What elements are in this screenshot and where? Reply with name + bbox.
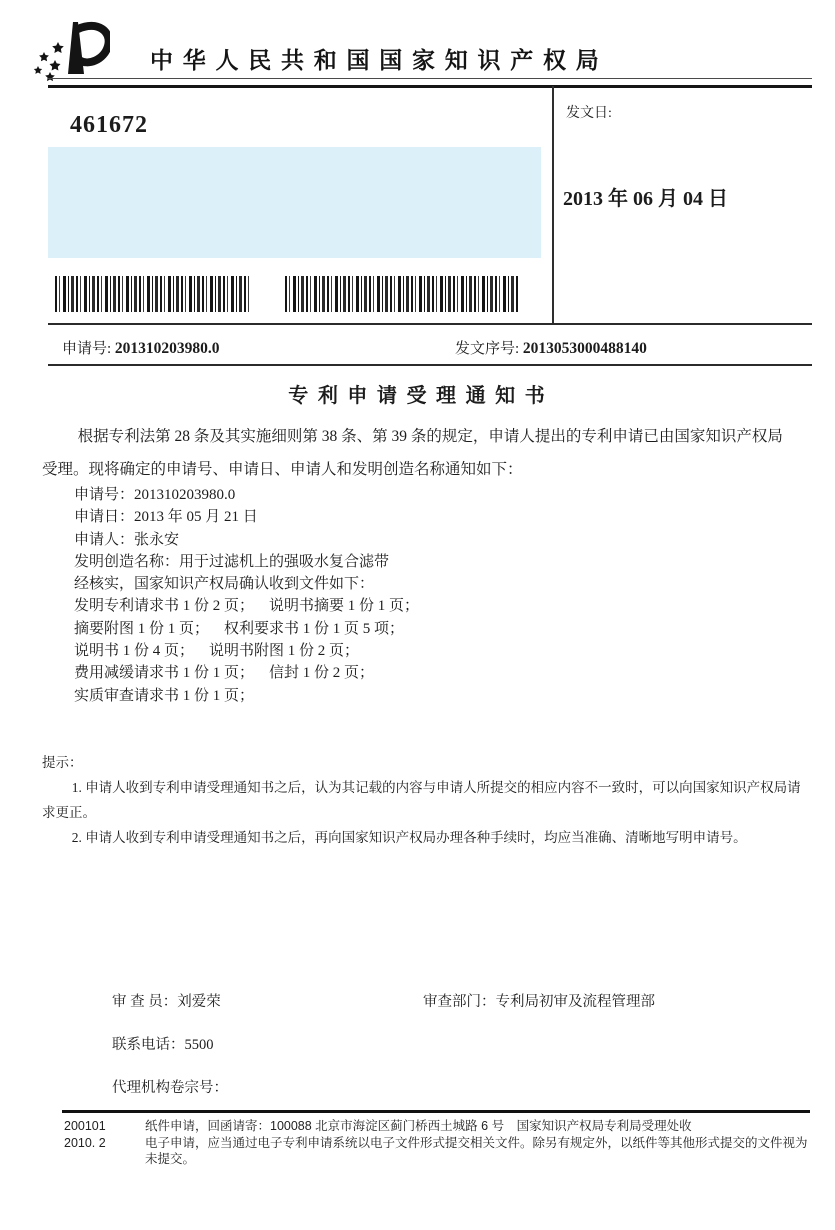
dispatch-number-label: 发文序号: <box>455 341 520 357</box>
tip-item-1: 1. 申请人收到专利申请受理通知书之后，认为其记载的内容与申请人所提交的相应内容不一致时，可以向国家知识产权局请求更正。 <box>42 780 801 820</box>
footer-electronic-line: 电子申请，应当通过电子专利申请系统以电子文件形式提交相关文件。除另有规定外，以纸件等其他形式提交的文件视为未提交。 <box>145 1135 808 1166</box>
dispatch-serial-number: 461672 <box>70 112 148 138</box>
phone-row <box>112 1033 214 1054</box>
phone-label: 联系电话： <box>112 1037 185 1053</box>
detail-confirmation: 经核实，国家知识产权局确认收到文件如下： <box>74 576 375 593</box>
barcode-dispatch <box>285 276 520 312</box>
detail-application-no: 申请号：201310203980.0 <box>74 487 236 503</box>
divider-below-reference-row <box>48 364 812 366</box>
header-rule-thick <box>48 85 812 88</box>
department-name: 专利局初审及流程管理部 <box>495 994 655 1010</box>
header-rule-thin <box>48 78 812 79</box>
divider-above-reference-row <box>48 323 812 325</box>
tips-section <box>42 750 814 850</box>
dispatch-number <box>455 337 647 358</box>
phone-value: 5500 <box>184 1037 214 1053</box>
issue-date-label: 发文日: <box>566 106 612 121</box>
sipo-logo-icon <box>28 18 110 84</box>
detail-invention-title: 发明创造名称：用于过滤机上的强吸水复合滤带 <box>74 553 390 570</box>
dispatch-number-value: 2013053000488140 <box>522 340 647 357</box>
agency-docket-row <box>112 1076 228 1097</box>
detail-docs-line-1: 发明专利请求书 1 份 2 页； 说明书摘要 1 份 1 页； <box>74 598 420 615</box>
office-name: 中 华 人 民 共 和 国 国 家 知 识 产 权 局 <box>150 48 601 73</box>
application-number <box>62 337 220 358</box>
notice-intro <box>42 420 814 486</box>
application-details-list <box>74 484 794 707</box>
address-label-area <box>48 147 541 258</box>
examiner-label: 审 查 员： <box>112 994 178 1010</box>
detail-filing-date: 申请日：2013 年 05 月 21 日 <box>74 509 258 526</box>
detail-docs-line-4: 费用减缓请求书 1 份 1 页； 信封 1 份 2 页； <box>74 665 375 682</box>
notice-title: 专 利 申 请 受 理 通 知 书 <box>288 385 547 407</box>
barcode-application <box>55 276 251 312</box>
detail-docs-line-5: 实质审查请求书 1 份 1 页； <box>74 687 255 704</box>
detail-applicant: 申请人：张永安 <box>74 531 180 548</box>
examiner-row <box>112 990 221 1011</box>
examiner-name: 刘爱荣 <box>177 994 221 1010</box>
detail-docs-line-2: 摘要附图 1 份 1 页； 权利要求书 1 份 1 页 5 项； <box>74 620 405 637</box>
footer-paper-line: 纸件申请，回函请寄：100088 北京市海淀区蓟门桥西土城路 6 号 国家知识产权局专利局受理处收 <box>145 1119 692 1133</box>
form-code-line-2: 2010. 2 <box>64 1135 106 1150</box>
footer-instructions <box>145 1118 813 1168</box>
department-label: 审查部门： <box>423 994 496 1010</box>
intro-line-1: 根据专利法第 28 条及其实施细则第 38 条、第 39 条的规定，申请人提出的专利申请已由国家知识产权局 <box>77 428 783 445</box>
form-code-block <box>64 1118 106 1151</box>
form-code-line-1: 200101 <box>64 1119 106 1133</box>
footer-rule <box>62 1110 810 1113</box>
intro-line-2: 受理。现将确定的申请号、申请日、申请人和发明创造名称通知如下： <box>42 461 523 478</box>
detail-docs-line-3: 说明书 1 份 4 页； 说明书附图 1 份 2 页； <box>74 643 360 660</box>
vertical-divider <box>552 86 554 325</box>
agency-docket-label: 代理机构卷宗号： <box>112 1080 228 1096</box>
application-number-value: 201310203980.0 <box>114 340 220 357</box>
issue-date-value: 2013 年 06 月 04 日 <box>563 188 728 210</box>
tip-item-2: 2. 申请人收到专利申请受理通知书之后，再向国家知识产权局办理各种手续时，均应当准确、清晰地写明申请号。 <box>71 830 747 845</box>
application-number-label: 申请号: <box>62 341 112 357</box>
department-row <box>423 990 655 1011</box>
tips-label: 提示： <box>42 755 83 770</box>
